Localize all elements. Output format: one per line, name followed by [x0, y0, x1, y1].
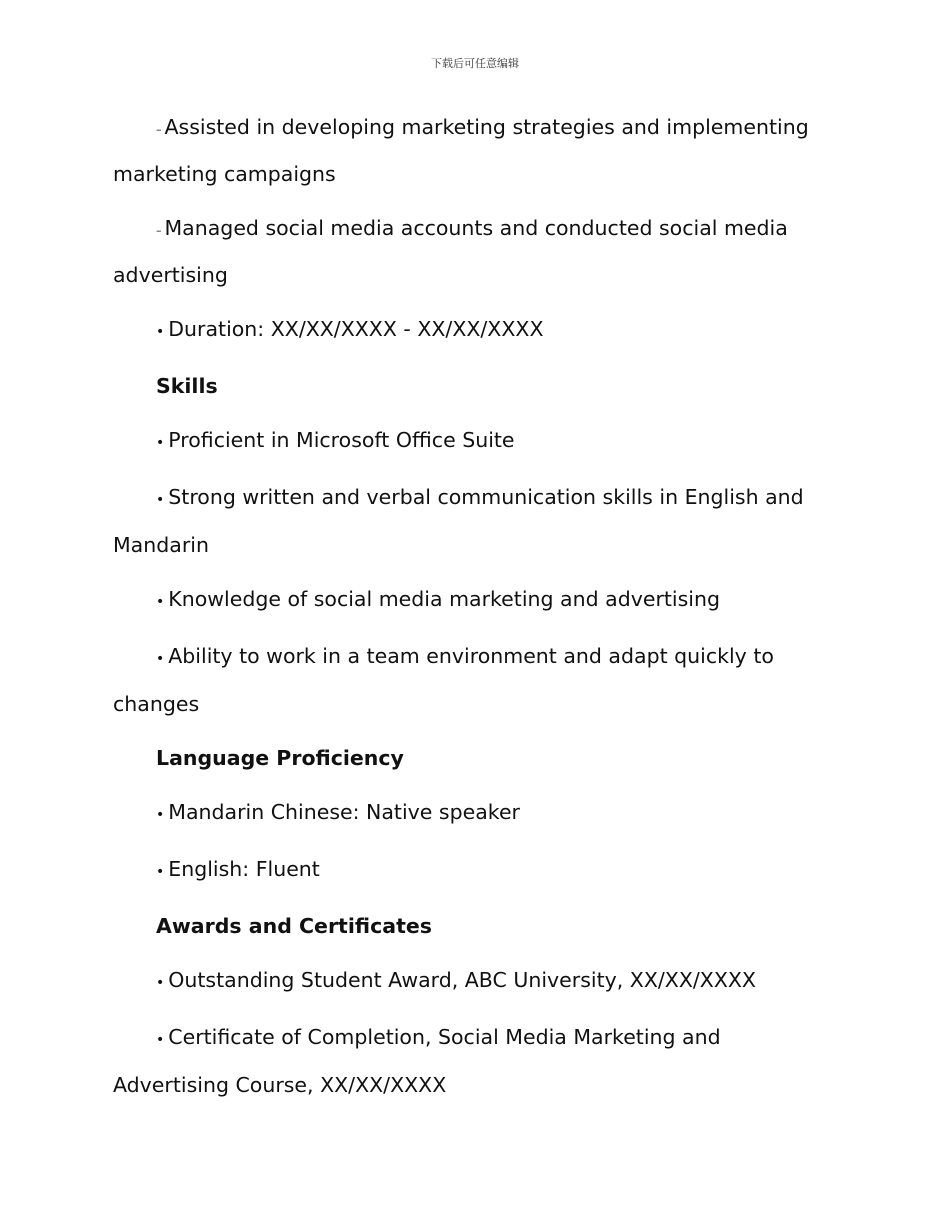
skill-item-text: Ability to work in a team environment and adapt quickly to changes	[113, 644, 774, 716]
award-item-text: Certificate of Completion, Social Media Marketing and Advertising Course, XX/XX/XXXX	[113, 1025, 721, 1097]
skill-item	[113, 577, 838, 625]
bullet-marker: •	[156, 1032, 165, 1048]
language-item	[113, 790, 838, 838]
skill-item	[113, 418, 838, 466]
language-item	[113, 847, 838, 895]
awards-heading: Awards and Certificates	[156, 914, 432, 938]
bullet-marker: •	[156, 435, 165, 451]
bullet-marker: •	[156, 975, 165, 991]
language-heading: Language Proficiency	[156, 746, 404, 770]
resume-body	[113, 105, 838, 1117]
experience-item	[113, 206, 838, 298]
experience-item-text: Managed social media accounts and conducted social media advertising	[113, 216, 788, 287]
language-item-text: Mandarin Chinese: Native speaker	[168, 800, 520, 824]
skill-item	[113, 475, 838, 568]
bullet-marker: •	[156, 324, 165, 340]
page-header: 下载后可任意编辑	[431, 57, 519, 70]
bullet-marker: •	[156, 807, 165, 823]
bullet-marker: •	[156, 651, 165, 667]
skills-heading: Skills	[156, 374, 218, 398]
skill-item-text: Strong written and verbal communication skills in English and Mandarin	[113, 485, 804, 557]
bullet-marker: •	[156, 594, 165, 610]
language-item-text: English: Fluent	[168, 857, 320, 881]
skill-item-text: Knowledge of social media marketing and advertising	[168, 587, 720, 611]
duration-text: Duration: XX/XX/XXXX - XX/XX/XXXX	[168, 317, 544, 341]
award-item	[113, 958, 838, 1006]
duration-item	[113, 307, 838, 355]
dash-marker: –	[156, 123, 162, 136]
skill-item-text: Proficient in Microsoft Office Suite	[168, 428, 515, 452]
award-item-text: Outstanding Student Award, ABC University, XX/XX/XXXX	[168, 968, 756, 992]
dash-marker: –	[156, 224, 162, 237]
skill-item	[113, 634, 838, 727]
award-item	[113, 1015, 838, 1108]
experience-item-text: Assisted in developing marketing strategies and implementing marketing campaigns	[113, 115, 809, 186]
experience-item	[113, 105, 838, 197]
bullet-marker: •	[156, 492, 165, 508]
bullet-marker: •	[156, 864, 165, 880]
